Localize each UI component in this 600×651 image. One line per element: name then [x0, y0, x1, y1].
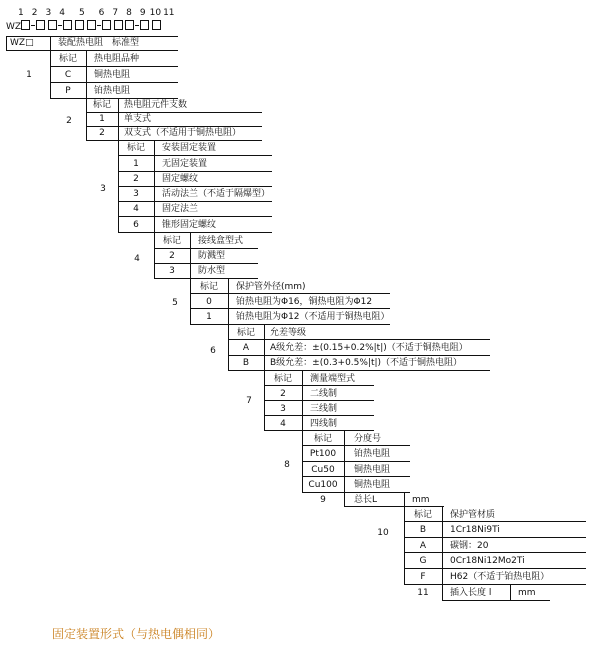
section-5-code-2: 1: [206, 312, 212, 322]
section-4-code-1: 2: [169, 251, 175, 261]
section-5-title: 保护管外径(mm): [236, 282, 306, 292]
section-5-code-1: 0: [206, 297, 212, 307]
section-6-desc-2: B级允差：±(0.3+0.5%|t|)（不适于铜热电阻）: [270, 358, 463, 368]
section-10-mark: 标记: [413, 510, 432, 520]
section-8-title: 分度号: [354, 434, 382, 444]
section-6-desc-1: A级允差：±(0.15+0.2%|t|)（不适于铜热电阻）: [270, 343, 468, 353]
digit-6: 6: [98, 8, 105, 18]
section-7-desc-2: 三线制: [310, 404, 338, 414]
section-5-desc-1: 铂热电阻为Φ16，铜热电阻为Φ12: [236, 297, 373, 307]
section-6-title: 允差等级: [270, 328, 307, 338]
section-1-code-1: C: [64, 70, 72, 80]
section-11-number: 11: [417, 588, 429, 598]
section-1-desc-1: 铜热电阻: [94, 70, 131, 80]
section-9-unit: mm: [412, 495, 430, 505]
section-3-code-4: 4: [133, 204, 139, 214]
section-3-mark: 标记: [126, 143, 145, 153]
section-4-desc-1: 防溅型: [198, 251, 226, 261]
header-title: 装配热电阻 标准型: [58, 38, 140, 48]
section-2-title: 热电阻元件支数: [124, 100, 188, 110]
section-2-mark: 标记: [92, 100, 111, 110]
section-7-desc-3: 四线制: [310, 419, 338, 429]
section-10-desc-2: 碳钢：20: [450, 541, 489, 551]
section-2-code-2: 2: [99, 128, 105, 138]
code-digits: [18, 8, 175, 18]
section-5-desc-2: 铂热电阻为Φ12（不适用于铜热电阻）: [236, 312, 390, 322]
section-9-number: 9: [320, 495, 326, 505]
section-1-code-2: P: [65, 86, 71, 96]
section-10-title: 保护管材质: [450, 510, 496, 520]
section-2-number: 2: [66, 116, 72, 126]
section-11-label: 插入长度 l: [450, 588, 492, 598]
section-10-code-1: B: [419, 525, 427, 535]
section-2-desc-2: 双支式（不适用于铜热电阻）: [124, 128, 242, 138]
header-code: WZ□: [10, 38, 34, 48]
section-3-desc-3: 活动法兰（不适于隔爆型）: [162, 189, 271, 199]
section-10-desc-4: H62（不适于铂热电阻）: [450, 572, 550, 582]
section-9-label: 总长L: [354, 495, 378, 505]
section-8-desc-2: 铜热电阻: [354, 465, 391, 475]
section-3-number: 3: [100, 184, 106, 194]
section-3-desc-1: 无固定装置: [162, 159, 208, 169]
section-8-code-3: Cu100: [308, 480, 338, 490]
digit-9: 9: [139, 8, 146, 18]
section-3-code-1: 1: [133, 159, 139, 169]
digit-11: 11: [163, 8, 175, 18]
section-10-desc-3: 0Cr18Ni12Mo2Ti: [450, 556, 525, 566]
section-4-code-2: 3: [169, 266, 175, 276]
section-4-desc-2: 防水型: [198, 266, 226, 276]
section-8-number: 8: [284, 460, 290, 470]
section-1-number: 1: [26, 70, 32, 80]
section-3-title: 安装固定装置: [162, 143, 217, 153]
section-5-mark: 标记: [199, 282, 218, 292]
section-6-number: 6: [210, 346, 216, 356]
digit-10: 10: [149, 8, 162, 18]
section-11-unit: mm: [518, 588, 536, 598]
section-6-mark: 标记: [236, 328, 255, 338]
section-7-code-3: 4: [280, 419, 286, 429]
section-10-code-4: F: [420, 572, 426, 582]
section-2-code-1: 1: [99, 114, 105, 124]
section-10-desc-1: 1Cr18Ni9Ti: [450, 525, 500, 535]
digit-4: 4: [59, 8, 65, 18]
section-7-mark: 标记: [273, 374, 292, 384]
section-2-desc-1: 单支式: [124, 114, 152, 124]
section-8-desc-3: 铜热电阻: [354, 480, 391, 490]
section-10-code-3: G: [419, 556, 427, 566]
section-3-desc-5: 锥形固定螺纹: [162, 220, 217, 230]
digit-7: 7: [112, 8, 119, 18]
section-1-mark: 标记: [58, 54, 77, 64]
section-3-code-3: 3: [133, 189, 139, 199]
section-6-code-2: B: [242, 358, 250, 368]
section-4-number: 4: [134, 254, 140, 264]
footer-caption: 固定装置形式（与热电偶相同）: [52, 627, 221, 641]
section-7-title: 测量端型式: [310, 374, 356, 384]
section-8-mark: 标记: [313, 434, 332, 444]
section-10-code-2: A: [419, 541, 427, 551]
section-4-title: 接线盒型式: [198, 236, 244, 246]
section-8-code-2: Cu50: [311, 465, 335, 475]
digit-2: 2: [31, 8, 38, 18]
section-3-code-2: 2: [133, 174, 139, 184]
section-3-desc-2: 固定螺纹: [162, 174, 199, 184]
section-4-mark: 标记: [162, 236, 181, 246]
section-5-number: 5: [172, 298, 178, 308]
section-7-code-2: 3: [280, 404, 286, 414]
digit-5: 5: [78, 8, 85, 18]
section-8-desc-1: 铂热电阻: [354, 449, 391, 459]
section-1-desc-2: 铂热电阻: [94, 86, 131, 96]
code-pattern: [6, 20, 161, 32]
digit-1: 1: [18, 8, 24, 18]
digit-8: 8: [126, 8, 132, 18]
section-6-code-1: A: [242, 343, 250, 353]
section-3-desc-4: 固定法兰: [162, 204, 199, 214]
digit-3: 3: [45, 8, 52, 18]
section-7-code-1: 2: [280, 389, 286, 399]
section-10-number: 10: [377, 528, 389, 538]
section-7-number: 7: [246, 396, 252, 406]
section-3-code-5: 6: [133, 220, 139, 230]
section-1-title: 热电阻品种: [94, 54, 140, 64]
section-7-desc-1: 二线制: [310, 389, 338, 399]
section-8-code-1: Pt100: [309, 449, 337, 459]
code-prefix: WZ: [6, 22, 22, 32]
